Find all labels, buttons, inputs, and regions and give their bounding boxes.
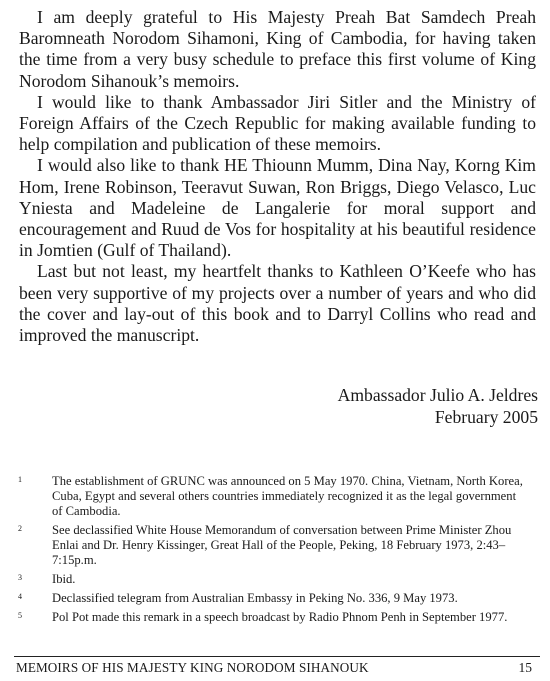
footnote-number: 4 [18, 592, 22, 601]
footer-divider [14, 656, 540, 657]
signature-name: Ambassador Julio A. Jeldres [337, 385, 538, 405]
paragraph-1: I am deeply grateful to His Majesty Preah Bat Samdech Preah Baromneath Norodom Sihamoni, King of Cambodia, for having taken the time from a very busy schedule to preface this first volume of King Norodom Sihanouk’s memoirs. [19, 7, 536, 91]
footnote-number: 5 [18, 611, 22, 620]
footnote-text: Ibid. [52, 572, 76, 586]
footnote-3 [16, 572, 528, 587]
footnote-number: 1 [18, 475, 22, 484]
footnote-text: See declassified White House Memorandum of conversation between Prime Minister Zhou Enlai and Dr. Henry Kissinger, Great Hall of the People, Peking, 18 February 1973, 2:43– 7:15p.m. [52, 523, 512, 567]
page-footer [16, 660, 532, 676]
footnote-text: Declassified telegram from Australian Embassy in Peking No. 336, 9 May 1973. [52, 591, 458, 605]
signature-date: February 2005 [434, 407, 538, 427]
running-footer-title: MEMOIRS OF HIS MAJESTY KING NORODOM SIHANOUK [16, 660, 369, 675]
footnote-number: 3 [18, 573, 22, 582]
footnote-5 [16, 610, 528, 625]
paragraph-3: I would also like to thank HE Thiounn Mumm, Dina Nay, Korng Kim Hom, Irene Robinson, Teeravut Suwan, Ron Briggs, Diego Velasco, Luc Yniesta and Madeleine de Langalerie for moral support and encouragement and Ruud de Vos for hospitality at his beautiful residence in Jomtien (Gulf of Thailand). [19, 155, 536, 261]
footnote-text: The establishment of GRUNC was announced on 5 May 1970. China, Vietnam, North Korea, Cuba, Egypt and several others countries immediately recognized it as the legal government of Cambodia. [52, 474, 523, 518]
footnote-number: 2 [18, 524, 22, 533]
footnote-1 [16, 474, 528, 519]
paragraph-4: Last but not least, my heartfelt thanks to Kathleen O’Keefe who has been very supportive of my projects over a number of years and who did the cover and lay-out of this book and to Darryl Collins who read and improved the manuscript. [19, 261, 536, 346]
acknowledgements-text [19, 7, 536, 346]
footnote-2 [16, 523, 528, 568]
paragraph-2: I would like to thank Ambassador Jiri Sitler and the Ministry of Foreign Affairs of the Czech Republic for making available funding to help compilation and publication of these memoirs. [19, 91, 536, 155]
footnote-text: Pol Pot made this remark in a speech broadcast by Radio Phnom Penh in September 1977. [52, 610, 508, 624]
signature-block [338, 384, 538, 428]
page-number: 15 [518, 660, 532, 675]
footnote-4 [16, 591, 528, 606]
footnotes [16, 474, 528, 629]
